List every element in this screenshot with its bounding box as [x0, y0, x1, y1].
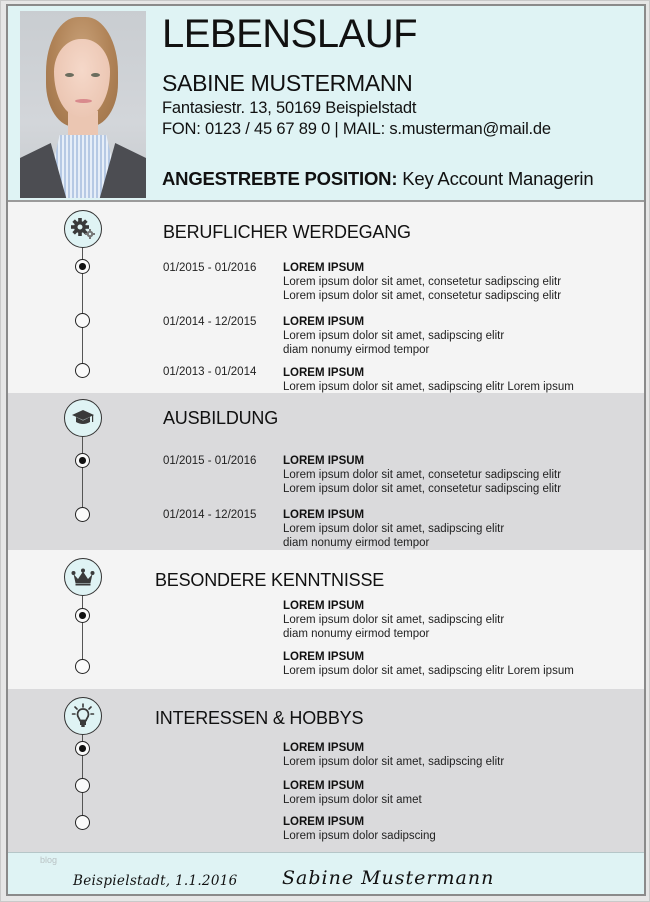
section-title: INTERESSEN & HOBBYS [155, 708, 364, 728]
entry-heading: LOREM IPSUM [283, 780, 365, 792]
entry-line: diam nonumy eirmod tempor [283, 344, 430, 357]
entry-line: Lorem ipsum dolor sit amet, sadipscing elitr [283, 756, 505, 769]
entry-heading: LOREM IPSUM [283, 262, 365, 274]
entry-line: Lorem ipsum dolor sit amet, sadipscing elitr [283, 523, 505, 536]
entry-line: Lorem ipsum dolor sadipscing [283, 830, 436, 843]
lightbulb-icon [64, 697, 102, 735]
entry-line: Lorem ipsum dolor sit amet [283, 794, 422, 807]
entry-heading: LOREM IPSUM [283, 316, 365, 328]
entry-line: Lorem ipsum dolor sit amet, consetetur sadipscing elitr [283, 276, 562, 289]
entry-line: Lorem ipsum dolor sit amet, consetetur sadipscing elitr [283, 483, 562, 496]
entry-line: diam nonumy eirmod tempor [283, 628, 430, 641]
watermark: blog [40, 855, 58, 865]
entry-date: 01/2015 - 01/2016 [163, 262, 257, 274]
entry-heading: LOREM IPSUM [283, 509, 365, 521]
resume-page [6, 4, 646, 896]
entry-line: Lorem ipsum dolor sit amet, sadipscing elitr Lorem ipsum [283, 381, 574, 394]
phone-email: FON: 0123 / 45 67 89 0 | MAIL: s.musterman@mail.de [162, 120, 551, 138]
desired-position [162, 168, 593, 190]
timeline-line [82, 435, 83, 515]
entry-line: Lorem ipsum dolor sit amet, sadipscing elitr [283, 614, 505, 627]
timeline-entry [283, 261, 561, 304]
entry-heading: LOREM IPSUM [283, 742, 365, 754]
timeline-node [75, 815, 90, 830]
timeline-node [75, 363, 90, 378]
timeline-entry [283, 779, 422, 807]
entry-heading: LOREM IPSUM [283, 651, 365, 663]
place-and-date: Beispielstadt, 1.1.2016 [73, 873, 238, 889]
section-work-experience [8, 202, 644, 393]
section-title: BESONDERE KENNTNISSE [155, 570, 385, 590]
entry-line: Lorem ipsum dolor sit amet, consetetur sadipscing elitr [283, 469, 562, 482]
crown-icon [64, 558, 102, 596]
section-interests-hobbies [8, 689, 644, 852]
entry-line: Lorem ipsum dolor sit amet, sadipscing elitr Lorem ipsum [283, 665, 574, 678]
timeline-entry [283, 366, 574, 394]
address: Fantasiestr. 13, 50169 Beispielstadt [162, 99, 417, 117]
document-title: LEBENSLAUF [162, 12, 418, 56]
timeline-entry [283, 650, 574, 678]
entry-line: Lorem ipsum dolor sit amet, consetetur sadipscing elitr [283, 290, 562, 303]
resume-header [8, 6, 644, 202]
entry-date: 01/2015 - 01/2016 [163, 455, 257, 467]
timeline-line [82, 592, 83, 662]
entry-heading: LOREM IPSUM [283, 600, 365, 612]
entry-heading: LOREM IPSUM [283, 816, 365, 828]
entry-heading: LOREM IPSUM [283, 367, 365, 379]
timeline-entry [283, 599, 504, 642]
entry-heading: LOREM IPSUM [283, 455, 365, 467]
timeline-node-active [75, 453, 90, 468]
profile-photo [20, 11, 146, 198]
section-title: BERUFLICHER WERDEGANG [163, 222, 411, 242]
position-label: ANGESTREBTE POSITION: [162, 168, 398, 189]
entry-line: Lorem ipsum dolor sit amet, sadipscing elitr [283, 330, 505, 343]
signature: Sabine Mustermann [282, 867, 495, 889]
timeline-node-active [75, 741, 90, 756]
timeline-entry [283, 815, 436, 843]
timeline-node [75, 313, 90, 328]
timeline-node [75, 659, 90, 674]
timeline-node [75, 507, 90, 522]
entry-date: 01/2014 - 12/2015 [163, 316, 257, 328]
timeline-node [75, 778, 90, 793]
timeline-entry [283, 315, 504, 358]
applicant-name: SABINE MUSTERMANN [162, 70, 413, 96]
timeline-entry [283, 508, 504, 551]
signature-footer [8, 852, 644, 896]
entry-line: diam nonumy eirmod tempor [283, 537, 430, 550]
position-value: Key Account Managerin [397, 168, 594, 189]
graduation-cap-icon [64, 399, 102, 437]
timeline-entry [283, 741, 504, 769]
entry-date: 01/2013 - 01/2014 [163, 366, 257, 378]
section-special-skills [8, 550, 644, 689]
timeline-node-active [75, 259, 90, 274]
entry-date: 01/2014 - 12/2015 [163, 509, 257, 521]
timeline-node-active [75, 608, 90, 623]
gears-icon [64, 210, 102, 248]
timeline-entry [283, 454, 561, 497]
section-title: AUSBILDUNG [163, 408, 279, 428]
section-education [8, 393, 644, 550]
